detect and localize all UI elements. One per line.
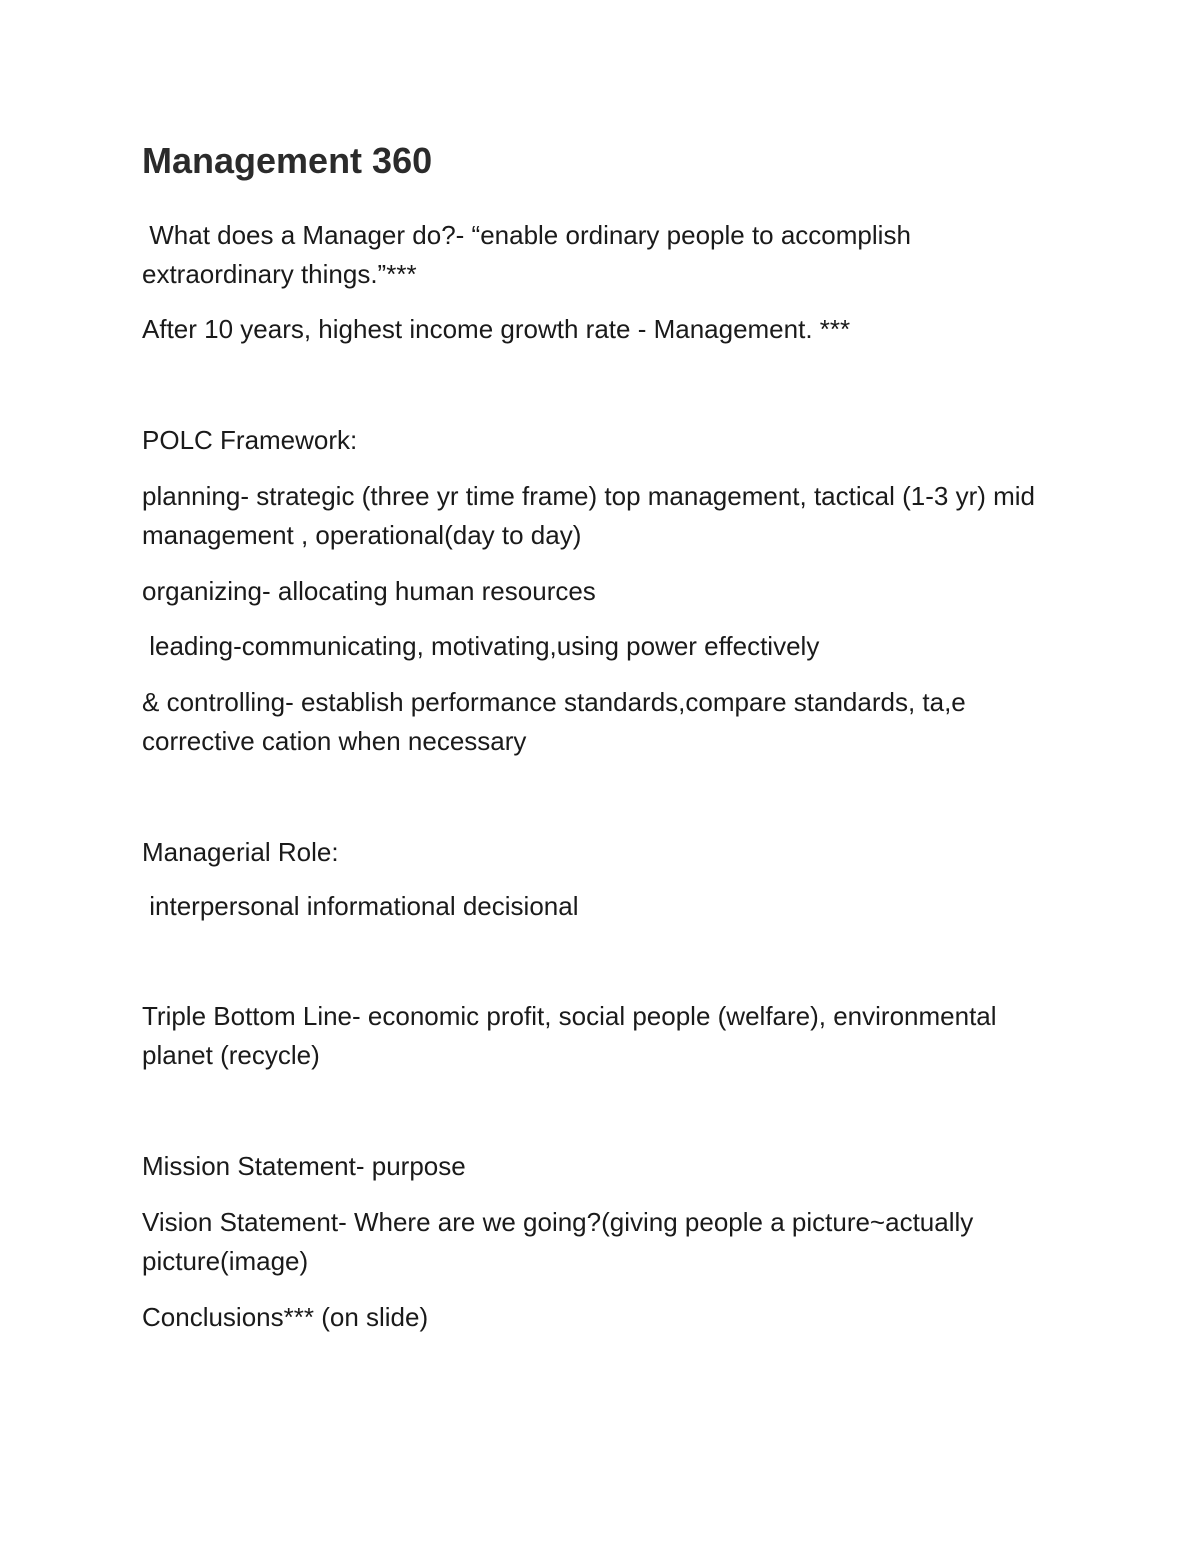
document-title: Management 360 <box>142 140 433 181</box>
paragraph-vision-statement: Vision Statement- Where are we going?(giving people a picture~actually picture(image) <box>142 1207 974 1276</box>
paragraph-leading: leading-communicating, motivating,using power effectively <box>142 631 820 661</box>
paragraph-managerial-roles: interpersonal informational decisional <box>142 891 579 921</box>
paragraph-manager-role: What does a Manager do?- “enable ordinary people to accomplish extraordinary things.”*** <box>142 220 919 289</box>
paragraph-controlling: & controlling- establish performance standards,compare standards, ta,e corrective cation when necessary <box>142 687 966 756</box>
paragraph-managerial-role-heading: Managerial Role: <box>142 837 339 867</box>
paragraph-polc-heading: POLC Framework: <box>142 425 358 455</box>
paragraph-mission-statement: Mission Statement- purpose <box>142 1151 466 1181</box>
paragraph-organizing: organizing- allocating human resources <box>142 576 596 606</box>
paragraph-triple-bottom-line: Triple Bottom Line- economic profit, social people (welfare), environmental planet (recycle) <box>142 1001 997 1070</box>
paragraph-conclusions: Conclusions*** (on slide) <box>142 1302 429 1332</box>
paragraph-planning: planning- strategic (three yr time frame) top management, tactical (1-3 yr) mid management , operational(day to day) <box>142 481 1036 550</box>
paragraph-income-growth: After 10 years, highest income growth rate - Management. *** <box>142 314 851 344</box>
